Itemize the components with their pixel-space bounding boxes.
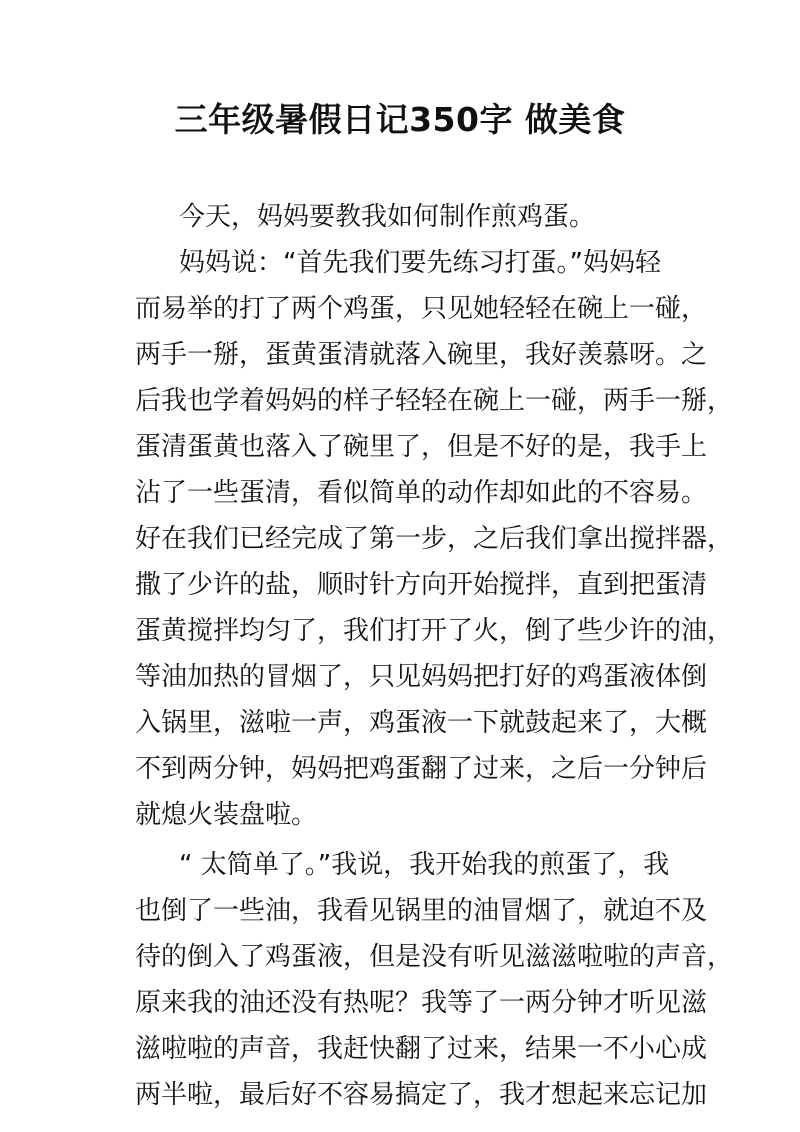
body-line: “ 太简单了。”我说，我开始我的煎蛋了，我 xyxy=(179,850,670,880)
body-line: 原来我的油还没有热呢？我等了一两分钟才听见滋 xyxy=(135,988,708,1018)
body-line: 就熄火装盘啦。 xyxy=(135,800,318,830)
body-line: 两手一掰，蛋黄蛋清就落入碗里，我好羡慕呀。之 xyxy=(135,340,708,370)
document-title: 三年级暑假日记350字 做美食 xyxy=(174,100,626,139)
body-line: 蛋清蛋黄也落入了碗里了，但是不好的是，我手上 xyxy=(135,432,708,462)
body-line: 等油加热的冒烟了，只见妈妈把打好的鸡蛋液体倒 xyxy=(135,662,708,692)
body-line: 沾了一些蛋清，看似简单的动作却如此的不容易。 xyxy=(135,478,708,508)
body-line: 后我也学着妈妈的样子轻轻在碗上一碰，两手一掰， xyxy=(135,386,734,416)
body-line: 蛋黄搅拌均匀了，我们打开了火，倒了些少许的油， xyxy=(135,616,734,646)
body-line: 两半啦，最后好不容易搞定了，我才想起来忘记加 xyxy=(135,1080,708,1110)
body-line: 好在我们已经完成了第一步，之后我们拿出搅拌器， xyxy=(135,524,734,554)
body-line: 今天，妈妈要教我如何制作煎鸡蛋。 xyxy=(179,202,596,232)
body-line: 待的倒入了鸡蛋液，但是没有听见滋滋啦啦的声音， xyxy=(135,942,734,972)
body-line: 也倒了一些油，我看见锅里的油冒烟了，就迫不及 xyxy=(135,896,708,926)
body-line: 滋啦啦的声音，我赶快翻了过来，结果一不小心成 xyxy=(135,1034,708,1064)
body-line: 而易举的打了两个鸡蛋，只见她轻轻在碗上一碰， xyxy=(135,294,708,324)
document-body xyxy=(135,194,734,1118)
body-line: 入锅里，滋啦一声，鸡蛋液一下就鼓起来了，大概 xyxy=(135,708,708,738)
body-line: 撒了少许的盐，顺时针方向开始搅拌，直到把蛋清 xyxy=(135,570,708,600)
body-line: 不到两分钟，妈妈把鸡蛋翻了过来，之后一分钟后 xyxy=(135,754,708,784)
body-line: 妈妈说：“首先我们要先练习打蛋。”妈妈轻 xyxy=(179,248,661,278)
